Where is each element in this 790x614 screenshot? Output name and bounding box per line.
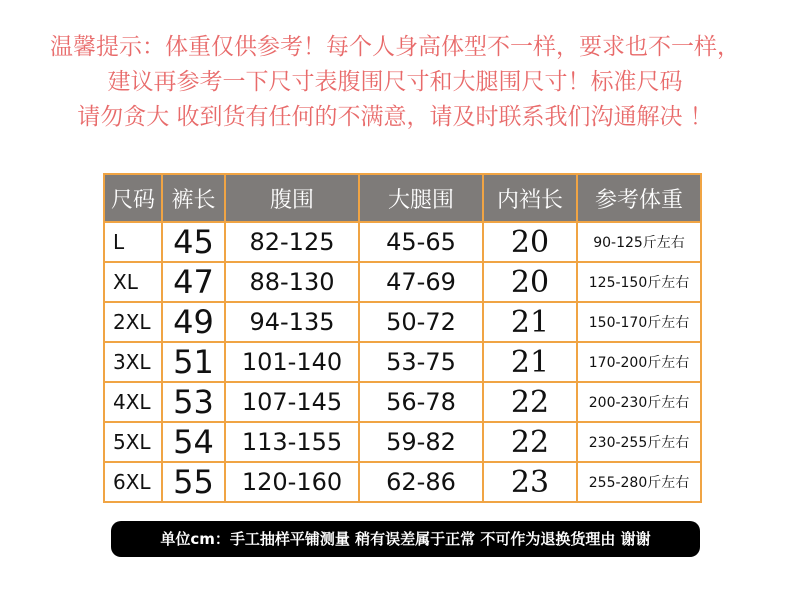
cell-length: 47: [162, 262, 225, 302]
cell-thigh: 45-65: [359, 222, 483, 262]
cell-size: 4XL: [104, 382, 162, 422]
header-length: 裤长: [162, 174, 225, 222]
table-row: [104, 382, 701, 422]
notice-text: [0, 30, 790, 135]
cell-size: L: [104, 222, 162, 262]
cell-length: 45: [162, 222, 225, 262]
cell-waist: 113-155: [225, 422, 359, 462]
size-table: [103, 173, 702, 503]
cell-waist: 82-125: [225, 222, 359, 262]
cell-thigh: 53-75: [359, 342, 483, 382]
measurement-note-banner: [111, 521, 700, 557]
cell-thigh: 47-69: [359, 262, 483, 302]
cell-thigh: 59-82: [359, 422, 483, 462]
cell-length: 49: [162, 302, 225, 342]
cell-weight: 200-230斤左右: [577, 382, 701, 422]
cell-rise: 21: [483, 342, 577, 382]
header-rise: 内裆长: [483, 174, 577, 222]
cell-waist: 88-130: [225, 262, 359, 302]
cell-waist: 101-140: [225, 342, 359, 382]
table-row: [104, 262, 701, 302]
header-weight: 参考体重: [577, 174, 701, 222]
cell-weight: 125-150斤左右: [577, 262, 701, 302]
cell-length: 55: [162, 462, 225, 502]
cell-rise: 21: [483, 302, 577, 342]
notice-line-3: 请勿贪大 收到货有任何的不满意，请及时联系我们沟通解决 ！: [77, 104, 713, 130]
cell-weight: 230-255斤左右: [577, 422, 701, 462]
cell-weight: 170-200斤左右: [577, 342, 701, 382]
cell-rise: 22: [483, 382, 577, 422]
measurement-note-text: 单位cm：手工抽样平铺测量 稍有误差属于正常 不可作为退换货理由 谢谢: [160, 530, 651, 548]
table-row: [104, 462, 701, 502]
cell-thigh: 62-86: [359, 462, 483, 502]
table-row: [104, 422, 701, 462]
cell-size: XL: [104, 262, 162, 302]
table-header-row: [104, 174, 701, 222]
cell-size: 2XL: [104, 302, 162, 342]
cell-weight: 255-280斤左右: [577, 462, 701, 502]
cell-length: 54: [162, 422, 225, 462]
cell-weight: 150-170斤左右: [577, 302, 701, 342]
cell-size: 3XL: [104, 342, 162, 382]
cell-rise: 20: [483, 262, 577, 302]
cell-waist: 120-160: [225, 462, 359, 502]
notice-line-1: 温馨提示：体重仅供参考！每个人身高体型不一样，要求也不一样，: [50, 34, 740, 60]
header-waist: 腹围: [225, 174, 359, 222]
cell-length: 53: [162, 382, 225, 422]
cell-rise: 20: [483, 222, 577, 262]
cell-size: 6XL: [104, 462, 162, 502]
cell-waist: 94-135: [225, 302, 359, 342]
cell-length: 51: [162, 342, 225, 382]
cell-rise: 22: [483, 422, 577, 462]
cell-thigh: 56-78: [359, 382, 483, 422]
cell-weight: 90-125斤左右: [577, 222, 701, 262]
table-row: [104, 342, 701, 382]
cell-thigh: 50-72: [359, 302, 483, 342]
cell-waist: 107-145: [225, 382, 359, 422]
cell-rise: 23: [483, 462, 577, 502]
header-thigh: 大腿围: [359, 174, 483, 222]
table-row: [104, 222, 701, 262]
cell-size: 5XL: [104, 422, 162, 462]
table-row: [104, 302, 701, 342]
header-size: 尺码: [104, 174, 162, 222]
notice-line-2: 建议再参考一下尺寸表腹围尺寸和大腿围尺寸！标准尺码: [107, 69, 683, 95]
